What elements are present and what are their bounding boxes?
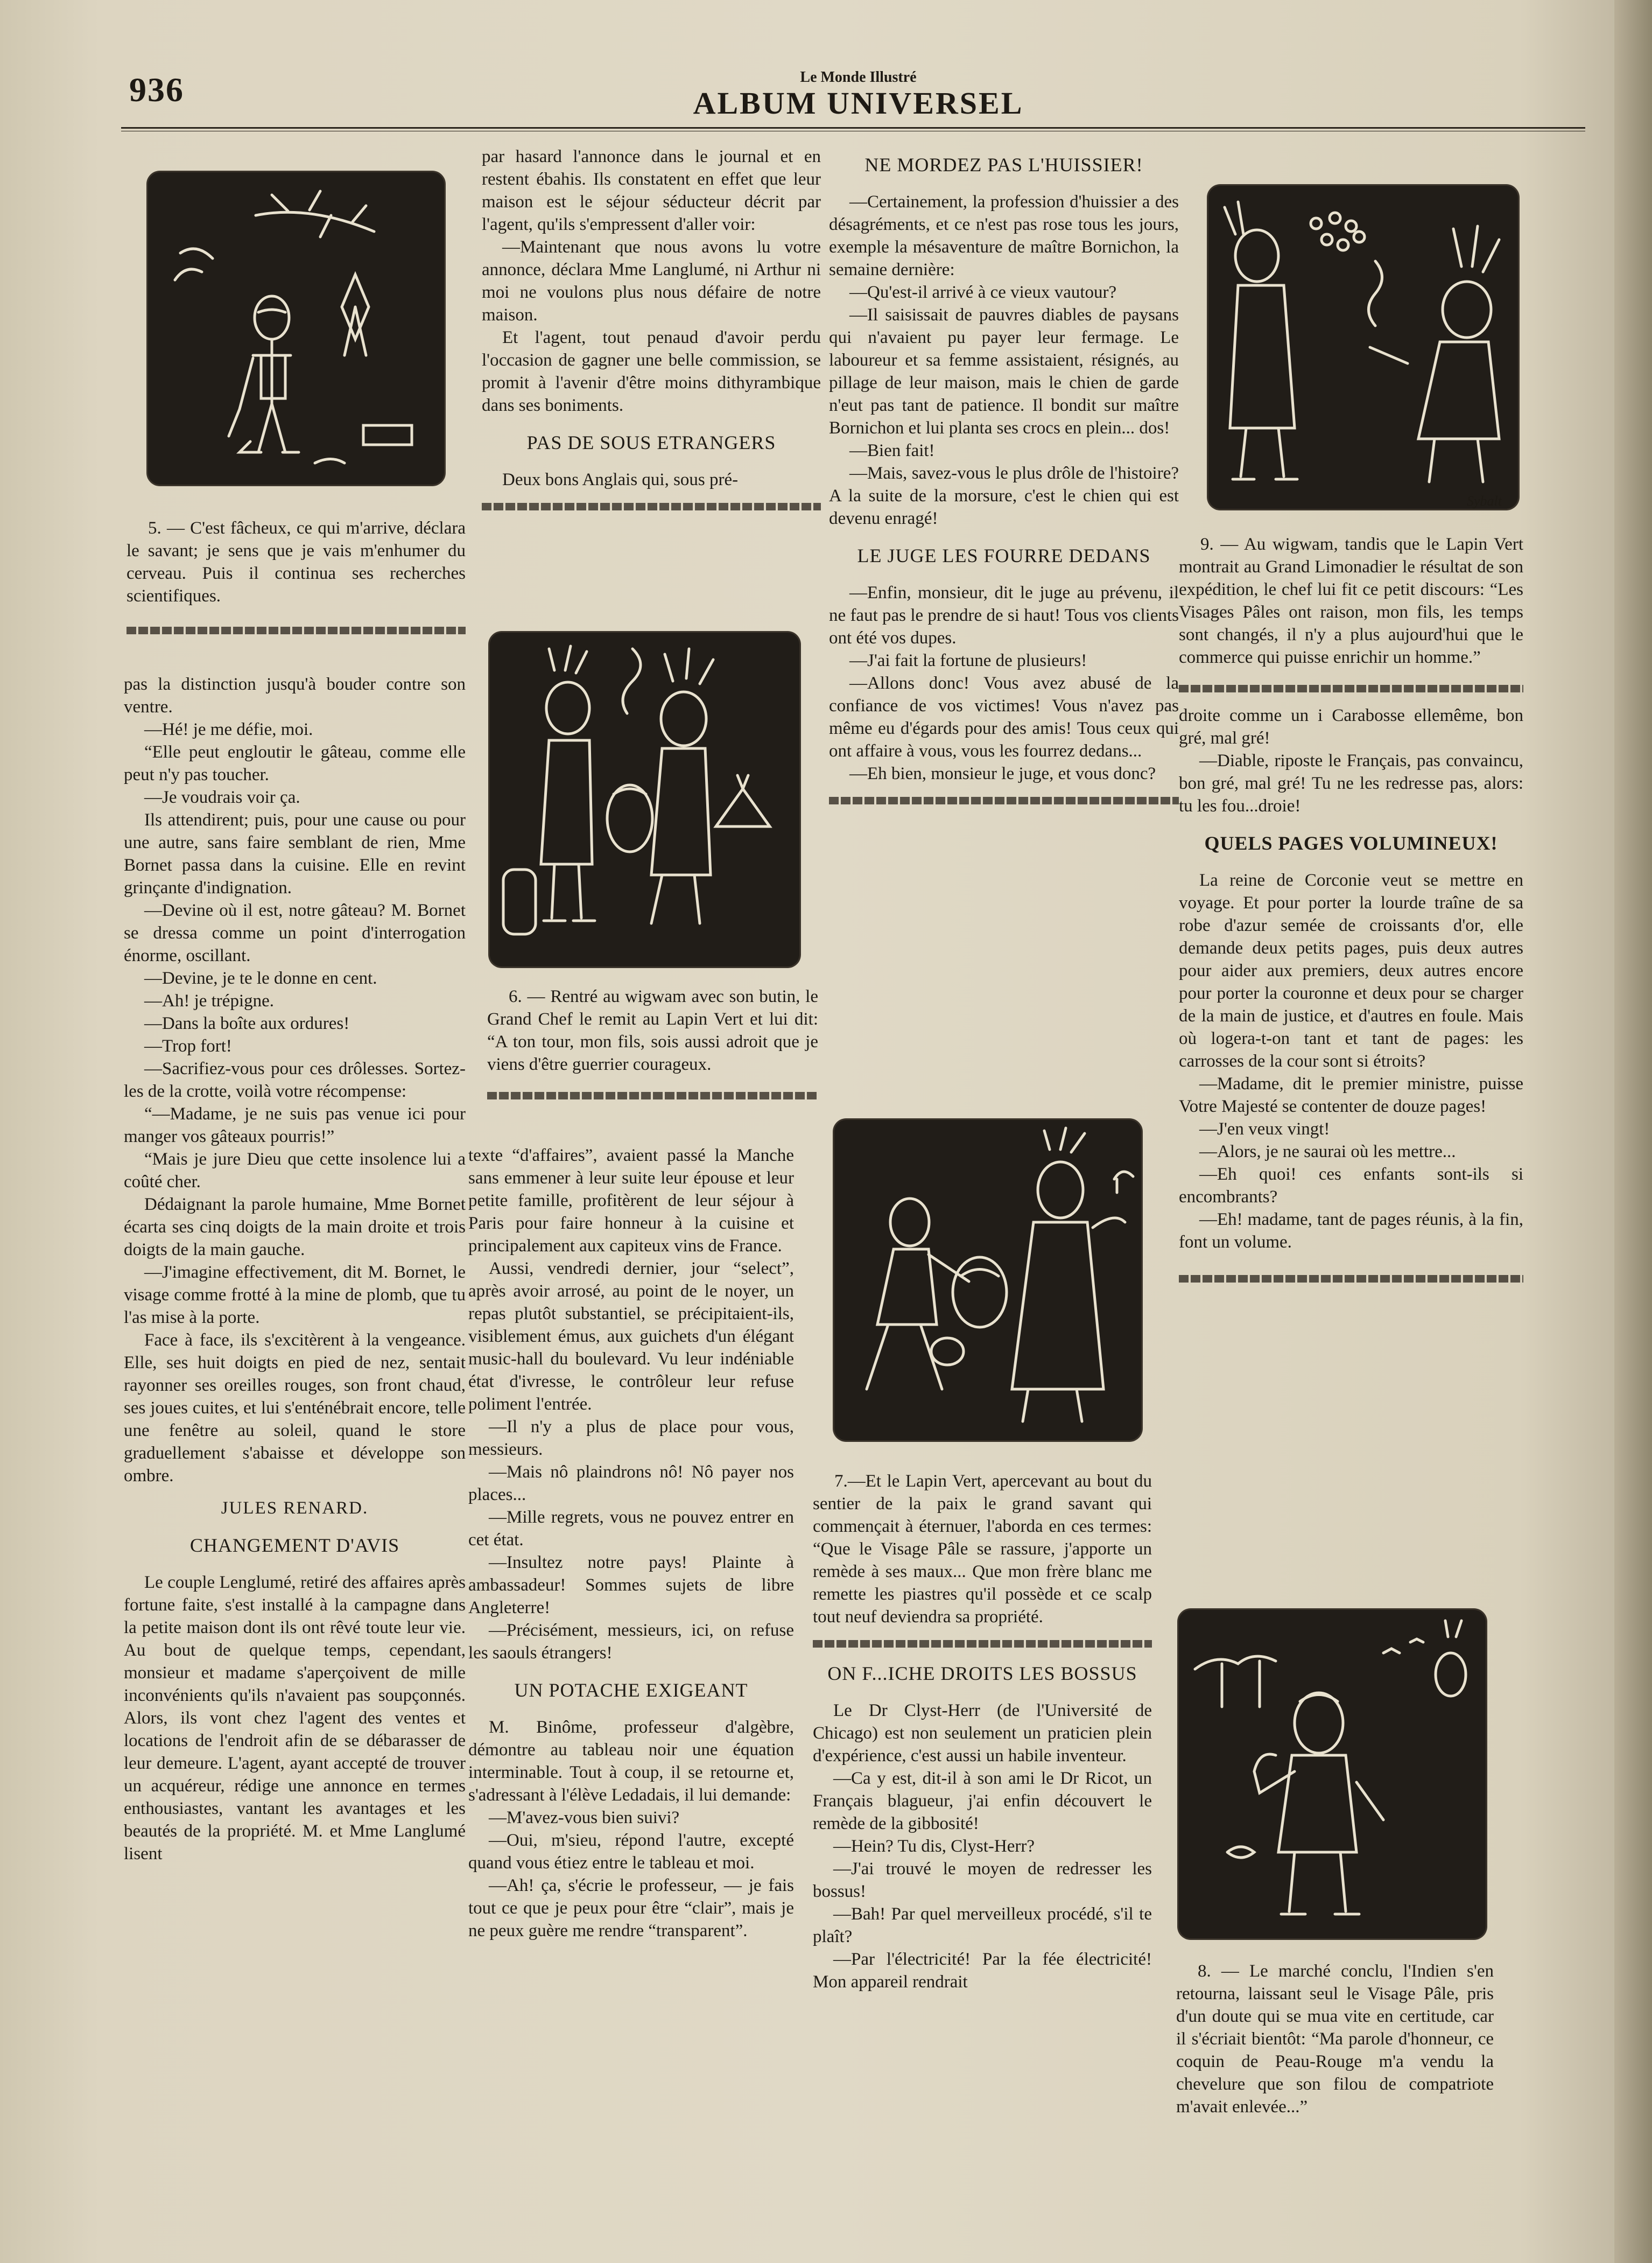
- heading-le-juge-les-fourre-dedans: LE JUGE LES FOURRE DEDANS: [857, 545, 1151, 566]
- paragraph: —Mille regrets, vous ne pouvez entrer en cet état.: [468, 1508, 794, 1550]
- paragraph: —Eh bien, monsieur le juge, et vous donc?: [849, 764, 1156, 783]
- caption-7: 7.—Et le Lapin Vert, apercevant au bout du sentier de la paix le grand savant qui commençait à éternuer, l'aborda en ces termes: “Que le Visage Pâle se rassure, j'apporte un remède à ses maux... Que mon frère blanc me remette les piastres qu'il possède et ce scalp tout neuf deviendra sa propriété.: [813, 1472, 1152, 1627]
- paragraph: —Alors, je ne saurai où les mettre...: [1199, 1142, 1456, 1161]
- caption-5: 5. — C'est fâcheux, ce qui m'arrive, déclara le savant; je sens que je vais m'enhumer du cerveau. Puis il continua ses recherches scientifiques.: [126, 519, 466, 606]
- paragraph: —J'en veux vingt!: [1199, 1119, 1330, 1139]
- heading-changement-d-avis: CHANGEMENT D'AVIS: [189, 1535, 400, 1556]
- paragraph: Aussi, vendredi dernier, jour “select”, après avoir arrosé, au point de le noyer, un repas plutôt substantiel, se précipitaient-ils, visiblement émus, aux guichets d'un élégant music-hall du boulevard. Vu leur indéniable état d'ivresse, le contrôleur leur refuse poliment l'entrée.: [468, 1259, 794, 1414]
- paragraph: —Ah! je trépigne.: [144, 991, 275, 1011]
- masthead-title: ALBUM UNIVERSEL: [693, 86, 1024, 121]
- column-3-bottom: [813, 1470, 1152, 1993]
- column-2-top: [482, 145, 821, 522]
- paragraph: —M'avez-vous bien suivi?: [489, 1808, 680, 1827]
- illustration-5-drawing: [148, 172, 444, 485]
- paragraph: —Oui, m'sieu, répond l'autre, excepté quand vous étiez entre le tableau et moi.: [468, 1831, 794, 1873]
- section-divider: [1179, 685, 1523, 692]
- heading-on-fiche-droits-les-bossus: ON F...ICHE DROITS LES BOSSUS: [827, 1663, 1137, 1684]
- paragraph: —Maintenant que nous avons lu votre annonce, déclara Mme Langlumé, ni Arthur ni moi ne voulons plus nous défaire de notre maison.: [482, 237, 821, 325]
- paragraph: —Allons donc! Vous avez abusé de la confiance de vos victimes! Vous n'avez pas même eu d'égards pour des amis! Tous ceux qui ont affaire à vous, vous les fourrez dedans...: [829, 674, 1179, 761]
- section-divider: [126, 627, 466, 634]
- paragraph: Face à face, ils s'excitèrent à la vengeance. Elle, ses huit doigts en pied de nez, sentait rayonner ses oreilles rouges, son front chaud, ses joues cuites, et lui s'enténébrait encore, telle une fenêtre au soleil, quand le store graduellement s'abaisse et développe son ombre.: [124, 1330, 466, 1486]
- page-number: 936: [129, 71, 184, 109]
- column-3-top: [829, 145, 1179, 816]
- paragraph: —Certainement, la profession d'huissier a des désagréments, et ce n'est pas rose tous les jours, exemple la mésaventure de maître Bornichon, la semaine dernière:: [829, 192, 1179, 279]
- masthead-subtitle: Le Monde Illustré: [800, 69, 917, 86]
- page-edge-shadow: [1614, 0, 1652, 2263]
- paragraph: Et l'agent, tout penaud d'avoir perdu l'occasion de gagner une belle commission, se promit à l'avenir d'être moins dithyrambique dans ses boniments.: [482, 328, 821, 415]
- caption-9: 9. — Au wigwam, tandis que le Lapin Vert montrait au Grand Limonadier le résultat de son expédition, le chef lui fit ce petit discours: “Les Visages Pâles ont raison, mon fils, les temps sont changés, il n'y a plus aujourd'hui que le commerce qui puisse enrichir un homme.”: [1179, 535, 1523, 667]
- paragraph: —Eh quoi! ces enfants sont-ils si encombrants?: [1179, 1165, 1523, 1207]
- paragraph: “Elle peut engloutir le gâteau, comme elle peut n'y pas toucher.: [124, 742, 466, 784]
- paragraph: Ils attendirent; puis, pour une cause ou pour une autre, sans faire semblant de rien, Mme Bornet passa dans la cuisine. Elle en revint grinçante d'indignation.: [124, 810, 466, 898]
- heading-ne-mordez-pas-l-huissier: NE MORDEZ PAS L'HUISSIER!: [864, 154, 1143, 176]
- paragraph: —J'imagine effectivement, dit M. Bornet, le visage comme frotté à la mine de plomb, que tu l'as mise à la porte.: [124, 1263, 466, 1327]
- column-4-bottom: [1176, 1960, 1494, 2118]
- heading-pas-de-sous-etrangers: PAS DE SOUS ETRANGERS: [526, 432, 776, 453]
- paragraph: —Enfin, monsieur, dit le juge au prévenu, il ne faut pas le prendre de si haut! Tous vos clients ont été vos dupes.: [829, 583, 1179, 648]
- caption-8: 8. — Le marché conclu, l'Indien s'en retourna, laissant seul le Visage Pâle, pris d'un doute qui se mua vite en certitude, car il s'écriait bientôt: “Ma parole d'honneur, ce coquin de Peau-Rouge m'a vendu la chevelure que son filou de compatriote m'avait enlevée...”: [1176, 1961, 1494, 2117]
- paragraph: —Diable, riposte le Français, pas convaincu, bon gré, mal gré! Tu ne les redresse pas, alors: tu les fou...droie!: [1179, 751, 1523, 816]
- paragraph: —Devine où il est, notre gâteau? M. Bornet se dressa comme un point d'interrogation énorme, oscillant.: [124, 901, 466, 965]
- paragraph: pas la distinction jusqu'à bouder contre son ventre.: [124, 675, 466, 717]
- illustration-6-drawing: [490, 633, 799, 966]
- paragraph: —Bien fait!: [849, 441, 935, 460]
- paragraph: —Madame, dit le premier ministre, puisse Votre Majesté se contenter de douze pages!: [1179, 1074, 1523, 1116]
- paragraph: Le Dr Clyst-Herr (de l'Université de Chicago) est non seulement un praticien plein d'expérience, c'est aussi un habile inventeur.: [813, 1701, 1152, 1765]
- paragraph: M. Binôme, professeur d'algèbre, démontre au tableau noir une équation interminable. Tout à coup, il se retourne et, s'adressant à l'élève Ledadais, il lui demande:: [468, 1718, 794, 1805]
- section-divider: [813, 1640, 1152, 1648]
- section-divider: [1179, 1275, 1523, 1283]
- paragraph: —J'ai fait la fortune de plusieurs!: [849, 651, 1087, 670]
- illustration-9-drawing: [1208, 186, 1518, 509]
- column-2-caption: [487, 985, 818, 1111]
- heading-un-potache-exigeant: UN POTACHE EXIGEANT: [514, 1679, 748, 1701]
- paragraph: —Je voudrais voir ça.: [144, 788, 300, 807]
- caption-6: 6. — Rentré au wigwam avec son butin, le Grand Chef le remit au Lapin Vert et lui dit: “A ton tour, mon fils, sois aussi adroit que je viens d'être guerrier courageux.: [487, 987, 818, 1074]
- paragraph: —Il saisissait de pauvres diables de paysans qui n'avaient pu payer leur fermage. Le laboureur et sa femme assistaient, résignés, au pillage de leur maison, mais le chien de garde n'eut pas tant de patience. Il bondit sur maître Bornichon et lui planta ses crocs en plein... dos!: [829, 305, 1179, 438]
- illustration-6-wigwam: [490, 633, 799, 966]
- column-1: [124, 673, 466, 1865]
- paragraph: —Eh! madame, tant de pages réunis, à la fin, font un volume.: [1179, 1210, 1523, 1252]
- section-divider: [487, 1092, 818, 1099]
- paragraph: —Ah! ça, s'écrie le professeur, — je fais tout ce que je peux pour être “clair”, mais je ne peux guère me rendre “transparent”.: [468, 1876, 794, 1940]
- paragraph: Deux bons Anglais qui, sous pré-: [502, 470, 739, 489]
- header-rule: [121, 127, 1585, 129]
- illustration-7-scalp: [834, 1120, 1141, 1440]
- paragraph: —Mais nô plaindrons nô! Nô payer nos places...: [468, 1462, 794, 1504]
- section-divider: [829, 797, 1179, 804]
- column-2-bottom: [468, 1144, 794, 1942]
- paragraph: —J'ai trouvé le moyen de redresser les bossus!: [813, 1859, 1152, 1901]
- author-signature: JULES RENARD.: [221, 1498, 369, 1518]
- illustration-5-savant: [148, 172, 444, 485]
- paragraph: —Il n'y a plus de place pour vous, messieurs.: [468, 1417, 794, 1459]
- heading-quels-pages-volumineux: QUELS PAGES VOLUMINEUX!: [1204, 832, 1498, 854]
- paragraph: —Insultez notre pays! Plainte à ambassadeur! Sommes sujets de libre Angleterre!: [468, 1553, 794, 1617]
- column-4-top: [1179, 533, 1523, 1294]
- illustration-9-limonadier: [1208, 186, 1518, 509]
- section-divider: [482, 503, 821, 510]
- paragraph: —Mais, savez-vous le plus drôle de l'histoire? A la suite de la morsure, c'est le chien qui est devenu enragé!: [829, 464, 1179, 528]
- paragraph: —Bah! Par quel merveilleux procédé, s'il te plaît?: [813, 1904, 1152, 1946]
- illustration-8-chevelure: [1179, 1610, 1486, 1938]
- paragraph: texte “d'affaires”, avaient passé la Manche sans emmener à leur suite leur épouse et leur petite famille, profitèrent de leur séjour à Paris pour faire honneur à la cuisine et principalement aux capiteux vins de France.: [468, 1146, 794, 1256]
- paragraph: —Par l'électricité! Par la fée électricité! Mon appareil rendrait: [813, 1950, 1152, 1992]
- paragraph: “—Madame, je ne suis pas venue ici pour manger vos gâteaux pourris!”: [124, 1104, 466, 1146]
- paragraph: —Dans la boîte aux ordures!: [144, 1014, 350, 1033]
- paragraph: Le couple Lenglumé, retiré des affaires après fortune faite, s'est installé à la campagne dans la petite maison dont ils ont rêvé toute leur vie. Au bout de quelque temps, cependant, monsieur et madame s'aperçoivent de mille inconvénients qu'ils n'avaient pas soupçonnés. Alors, ils vont chez l'agent des ventes et locations de l'endroit afin de se débarasser de leur demeure. L'agent, ayant accepté de trouver un acquéreur, rédige une annonce en termes enthousiastes, vantant les avantages et les beautés de la propriété. M. et Mme Langlumé lisent: [124, 1573, 466, 1863]
- paragraph: “Mais je jure Dieu que cette insolence lui a coûté cher.: [124, 1150, 466, 1192]
- paragraph: —Qu'est-il arrivé à ce vieux vautour?: [849, 283, 1117, 302]
- paragraph: —Hein? Tu dis, Clyst-Herr?: [833, 1837, 1035, 1856]
- column-1-caption: [126, 517, 466, 646]
- paragraph: par hasard l'annonce dans le journal et en restent ébahis. Ils constatent en effet que leur maison est le séjour séducteur décrit par l'agent, qu'ils s'empressent d'aller voir:: [482, 147, 821, 234]
- paragraph: —Précisément, messieurs, ici, on refuse les saouls étrangers!: [468, 1621, 794, 1663]
- paragraph: droite comme un i Carabosse ellemême, bon gré, mal gré!: [1179, 706, 1523, 748]
- illustration-7-drawing: [834, 1120, 1141, 1440]
- paragraph: Dédaignant la parole humaine, Mme Bornet écarta ses cinq doigts de la main droite et trois doigts de la main gauche.: [124, 1195, 466, 1259]
- paragraph: —Trop fort!: [144, 1036, 232, 1056]
- paragraph: —Devine, je te le donne en cent.: [144, 969, 377, 988]
- paragraph: —Sacrifiez-vous pour ces drôlesses. Sortez-les de la crotte, voilà votre récompense:: [124, 1059, 466, 1101]
- artist-signature: Sybalt: [1467, 493, 1502, 509]
- paragraph: —Ca y est, dit-il à son ami le Dr Ricot, un Français blagueur, j'ai enfin découvert le remède de la gibbosité!: [813, 1769, 1152, 1833]
- illustration-8-drawing: [1179, 1610, 1486, 1938]
- paragraph: La reine de Corconie veut se mettre en voyage. Et pour porter la lourde traîne de sa robe d'azur semée de croissants d'or, elle demande deux petits pages, puis deux autres pour aider aux premiers, deux autres encore pour porter la couronne et deux pour se charger de la main de justice, et d'autres en foule. Mais où logera-t-on tant et tant de pages: les carrosses de la cour sont si étroits?: [1179, 871, 1523, 1071]
- paragraph: —Hé! je me défie, moi.: [144, 720, 313, 739]
